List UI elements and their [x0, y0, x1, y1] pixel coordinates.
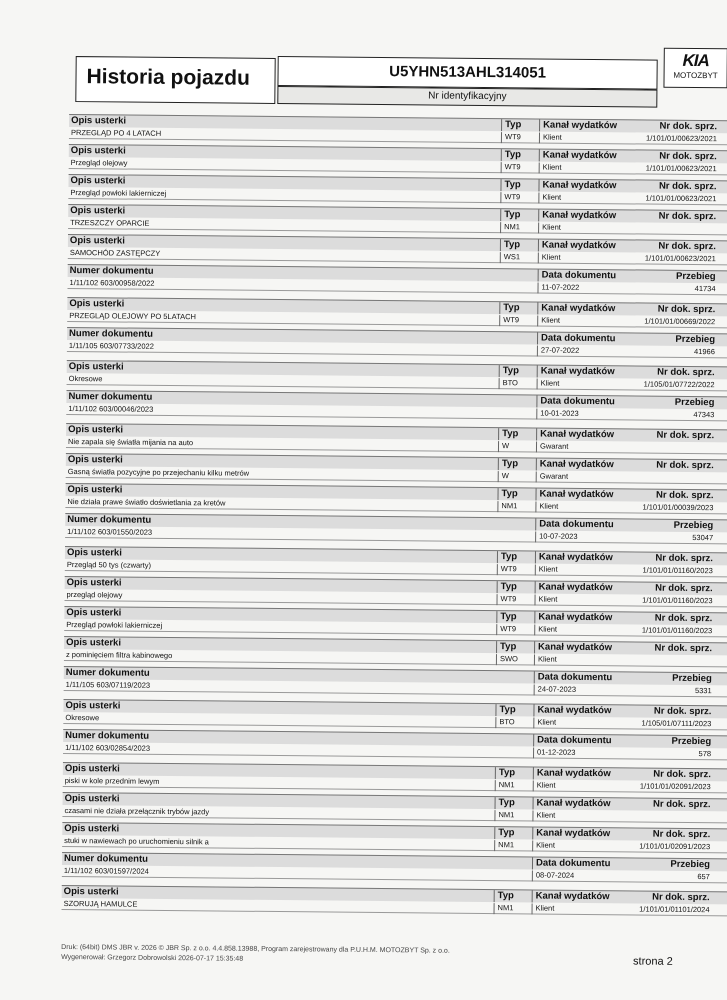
- cost-channel: Klient: [532, 840, 624, 852]
- cost-channel-label: Kanał wydatków: [538, 210, 630, 223]
- fault-description: Okresowe: [65, 712, 100, 723]
- doc-date-label: Data dokumentu: [535, 518, 627, 531]
- type-label: Typ: [498, 458, 536, 470]
- doc-number: 1/11/102 603/01597/2024: [63, 865, 149, 876]
- mileage: 47343: [693, 410, 715, 420]
- type-label: Typ: [497, 551, 535, 563]
- fault-label: Opis usterki: [68, 424, 124, 436]
- type-label: Typ: [500, 179, 538, 191]
- fault-description: Nie zapala się światła mijania na auto: [67, 437, 194, 448]
- doc-date: 10-01-2023: [536, 408, 628, 420]
- doc-number: 1/11/102 603/00958/2022: [69, 278, 155, 288]
- sales-doc-number: 1/105/01/07722/2022: [643, 379, 715, 390]
- fault-type: WT9: [501, 162, 539, 173]
- fault-row: [62, 792, 727, 824]
- doc-date-label: Data dokumentu: [536, 395, 628, 408]
- title-box: [75, 56, 275, 104]
- sales-doc-number: 1/101/01/01160/2023: [642, 595, 713, 606]
- type-label: Typ: [497, 581, 535, 593]
- sales-doc-label: Nr dok. sprz.: [658, 240, 716, 253]
- fault-type: W: [498, 471, 536, 482]
- doc-number-label: Numer dokumentu: [69, 328, 154, 340]
- doc-date: 11-07-2022: [537, 283, 629, 295]
- document-row: [67, 327, 727, 359]
- cost-channel-label: Kanał wydatków: [539, 150, 631, 163]
- doc-number: 1/11/102 603/01550/2023: [67, 526, 153, 537]
- fault-label: Opis usterki: [66, 576, 122, 589]
- sales-doc-label: Nr dok. sprz.: [652, 891, 710, 904]
- cost-channel: Klient: [538, 223, 630, 235]
- sales-doc-number: 1/101/01/02091/2023: [639, 841, 711, 852]
- type-label: Typ: [496, 611, 534, 623]
- doc-number: 1/11/105 603/07119/2023: [65, 679, 151, 690]
- sales-doc-label: Nr dok. sprz.: [658, 180, 717, 193]
- doc-date: 24-07-2023: [534, 684, 626, 696]
- sales-doc-number: [634, 223, 716, 224]
- fault-row: [64, 636, 727, 668]
- fault-description: PRZEGLĄD PO 4 LATACH: [70, 128, 162, 138]
- cost-channel-label: Kanał wydatków: [533, 797, 625, 810]
- document-row: [62, 852, 727, 884]
- document-row: [64, 666, 727, 698]
- fault-type: WT9: [500, 192, 538, 203]
- mileage-label: Przebieg: [670, 858, 711, 871]
- mileage-label: Przebieg: [674, 396, 715, 409]
- fault-description: PRZEGLĄD OLEJOWY PO 5LATACH: [69, 311, 196, 322]
- doc-number-label: Numer dokumentu: [69, 265, 154, 277]
- doc-number: 1/11/102 603/02854/2023: [65, 742, 151, 753]
- type-label: Typ: [501, 119, 539, 131]
- fault-type: WT9: [496, 594, 534, 605]
- dealer-name: MOTOZBYT: [673, 70, 718, 81]
- doc-date: 01-12-2023: [533, 747, 625, 759]
- cost-channel: Klient: [534, 654, 626, 666]
- mileage: 657: [697, 872, 710, 882]
- sales-doc-label: Nr dok. sprz.: [656, 459, 714, 472]
- fault-description: SZORUJĄ HAMULCE: [63, 898, 138, 909]
- cost-channel-label: Kanał wydatków: [537, 302, 629, 315]
- fault-label: Opis usterki: [64, 792, 120, 805]
- sales-doc-number: 1/101/01/00669/2022: [644, 316, 716, 327]
- doc-number-label: Numer dokumentu: [65, 666, 150, 679]
- sales-doc-number: [630, 655, 712, 656]
- fault-description: SAMOCHÓD ZASTĘPCZY: [69, 248, 161, 258]
- cost-channel-label: Kanał wydatków: [534, 641, 626, 654]
- vin-value: U5YHN513AHL314051: [277, 56, 657, 90]
- cost-channel: Klient: [537, 315, 629, 327]
- fault-description: piski w kole przednim lewym: [64, 775, 160, 786]
- page-number: strona 2: [633, 955, 673, 968]
- doc-number-label: Numer dokumentu: [67, 513, 152, 526]
- fault-row: [66, 453, 727, 485]
- fault-row: [67, 297, 727, 329]
- sales-doc-label: Nr dok. sprz.: [654, 612, 713, 625]
- brand-logo: [663, 48, 727, 89]
- cost-channel: Klient: [539, 163, 631, 175]
- fault-description: TRZESZCZY OPARCIE: [70, 218, 150, 228]
- doc-number: 1/11/102 603/00046/2023: [68, 404, 154, 414]
- fault-label: Opis usterki: [69, 298, 125, 310]
- kia-logo-mark: KIA: [682, 50, 709, 71]
- fault-label: Opis usterki: [70, 205, 126, 217]
- fault-type: WT9: [499, 315, 537, 326]
- fault-type: WT9: [497, 564, 535, 575]
- doc-number-label: Numer dokumentu: [63, 852, 149, 865]
- cost-channel-label: Kanał wydatków: [532, 827, 624, 840]
- fault-description: stuki w nawiewach po uruchomieniu silnik a: [64, 835, 209, 847]
- sales-doc-number: [629, 811, 711, 812]
- document-row: [66, 390, 727, 422]
- fault-description: z pominięciem filtra kabinowego: [65, 649, 173, 661]
- cost-channel: Klient: [534, 594, 626, 606]
- cost-channel-label: Kanał wydatków: [535, 488, 627, 501]
- cost-channel-label: Kanał wydatków: [538, 240, 630, 253]
- fault-row: [63, 762, 727, 794]
- type-label: Typ: [496, 641, 534, 653]
- mileage: 578: [698, 749, 712, 759]
- footer-print-info: Druk: (64bit) DMS JBR v. 2026 © JBR Sp. z o.o. 4.4.858.13988, Program zarejestrowany dla P.U.H.M. MOTOZBYT Sp. z o.o.: [61, 943, 450, 955]
- fault-row: [68, 234, 727, 266]
- cost-channel: Klient: [538, 253, 630, 265]
- sales-doc-label: Nr dok. sprz.: [655, 552, 713, 565]
- sales-doc-label: Nr dok. sprz.: [657, 303, 716, 316]
- fault-type: NM1: [497, 501, 535, 512]
- page-title: Historia pojazdu: [86, 65, 250, 90]
- fault-row: [64, 576, 727, 608]
- mileage: 5331: [694, 686, 712, 696]
- mileage: 41734: [694, 284, 716, 294]
- mileage-label: Przebieg: [675, 333, 716, 346]
- sales-doc-label: Nr dok. sprz.: [657, 366, 715, 379]
- cost-channel-label: Kanał wydatków: [532, 890, 624, 903]
- fault-label: Opis usterki: [67, 483, 123, 496]
- fault-label: Opis usterki: [70, 175, 126, 187]
- cost-channel-label: Kanał wydatków: [533, 767, 625, 780]
- fault-description: Gasną światła pozycyjne po przejechaniu kilku metrów: [67, 466, 250, 478]
- sales-doc-number: 1/101/01/00623/2021: [646, 133, 718, 144]
- mileage-label: Przebieg: [672, 672, 712, 685]
- sales-doc-number: 1/101/01/01160/2023: [641, 625, 713, 636]
- fault-description: Przegląd 50 tys (czwarty): [66, 559, 152, 570]
- mileage-label: Przebieg: [673, 519, 714, 532]
- sales-doc-number: 1/101/01/02091/2023: [639, 781, 711, 792]
- sales-doc-number: 1/101/01/01101/2024: [639, 904, 710, 915]
- cost-channel-label: Kanał wydatków: [536, 458, 628, 471]
- document-row: [67, 264, 727, 296]
- fault-type: WT9: [501, 132, 539, 143]
- cost-channel: Gwarant: [536, 441, 628, 453]
- document-row: [65, 513, 727, 545]
- type-label: Typ: [499, 302, 537, 314]
- fault-row: [63, 699, 727, 731]
- doc-number-label: Numer dokumentu: [68, 391, 153, 403]
- footer: [61, 943, 727, 970]
- fault-description: Nie działa prawe światło doświetlania za kretów: [67, 496, 226, 508]
- fault-label: Opis usterki: [70, 145, 126, 157]
- fault-label: Opis usterki: [64, 822, 120, 835]
- fault-label: Opis usterki: [67, 453, 123, 466]
- fault-label: Opis usterki: [71, 115, 127, 127]
- sales-doc-number: 1/101/01/00623/2021: [645, 163, 717, 174]
- cost-channel-label: Kanał wydatków: [537, 365, 629, 378]
- fault-type: NM1: [494, 840, 532, 851]
- fault-row: [65, 483, 727, 515]
- fault-row: [65, 546, 727, 578]
- doc-date-label: Data dokumentu: [534, 671, 626, 684]
- doc-date: 10-07-2023: [535, 531, 627, 543]
- cost-channel-label: Kanał wydatków: [538, 180, 630, 193]
- fault-type: WS1: [500, 252, 538, 263]
- cost-channel-label: Kanał wydatków: [535, 581, 627, 594]
- doc-date-label: Data dokumentu: [532, 857, 624, 870]
- sales-doc-label: Nr dok. sprz.: [659, 150, 717, 163]
- sales-doc-number: [632, 472, 714, 473]
- document-row: [63, 729, 727, 761]
- fault-type: NM1: [500, 222, 538, 233]
- fault-description: Przegląd olejowy: [70, 158, 128, 168]
- scanned-sheet: [61, 28, 727, 995]
- doc-number-label: Numer dokumentu: [65, 729, 150, 742]
- fault-description: przegląd olejowy: [66, 589, 123, 600]
- sales-doc-label: Nr dok. sprz.: [659, 120, 718, 133]
- sales-doc-number: 1/101/01/01160/2023: [642, 565, 713, 576]
- type-label: Typ: [498, 428, 536, 440]
- fault-description: czasami nie działa przełącznik trybów jazdy: [64, 805, 210, 817]
- cost-channel: Klient: [533, 717, 625, 729]
- sales-doc-label: Nr dok. sprz.: [652, 828, 711, 841]
- cost-channel-label: Kanał wydatków: [534, 611, 626, 624]
- fault-row: [69, 144, 727, 176]
- sales-doc-number: 1/101/01/00623/2021: [644, 253, 716, 264]
- fault-type: NM1: [495, 780, 533, 791]
- sales-doc-number: 1/101/01/00623/2021: [645, 193, 717, 204]
- sales-doc-number: [632, 442, 714, 443]
- fault-label: Opis usterki: [66, 636, 122, 649]
- mileage-label: Przebieg: [671, 735, 712, 748]
- fault-type: W: [498, 441, 536, 452]
- mileage: 41966: [694, 347, 715, 357]
- type-label: Typ: [494, 890, 532, 902]
- fault-label: Opis usterki: [63, 885, 119, 898]
- fault-label: Opis usterki: [66, 546, 122, 559]
- sales-doc-label: Nr dok. sprz.: [658, 210, 717, 223]
- fault-row: [68, 204, 727, 236]
- fault-row: [66, 423, 727, 455]
- type-label: Typ: [495, 767, 533, 779]
- doc-date-label: Data dokumentu: [537, 332, 629, 345]
- doc-date-label: Data dokumentu: [538, 270, 630, 283]
- cost-channel: Klient: [532, 810, 624, 822]
- sales-doc-label: Nr dok. sprz.: [653, 705, 712, 718]
- mileage: 53047: [692, 532, 714, 543]
- fault-type: WT9: [496, 624, 534, 635]
- fault-label: Opis usterki: [69, 235, 125, 247]
- doc-number: 1/11/105 603/07733/2022: [68, 341, 154, 351]
- cost-channel: Klient: [532, 903, 624, 915]
- doc-date: 27-07-2022: [537, 345, 629, 357]
- cost-channel: Klient: [537, 378, 629, 390]
- cost-channel: Klient: [534, 624, 626, 636]
- type-label: Typ: [499, 365, 537, 377]
- fault-description: Okresowe: [68, 374, 103, 384]
- fault-label: Opis usterki: [68, 361, 124, 373]
- sales-doc-number: 1/105/01/07111/2023: [641, 718, 712, 729]
- fault-description: Przegląd powłoki lakierniczej: [70, 188, 167, 198]
- sales-doc-number: 1/101/01/00039/2023: [642, 502, 714, 513]
- type-label: Typ: [500, 239, 538, 251]
- fault-row: [69, 114, 727, 146]
- cost-channel: Klient: [539, 133, 631, 145]
- fault-type: BTO: [495, 717, 533, 728]
- sales-doc-label: Nr dok. sprz.: [652, 798, 711, 811]
- fault-label: Opis usterki: [66, 606, 122, 619]
- mileage-label: Przebieg: [675, 270, 716, 283]
- fault-type: BTO: [499, 378, 537, 389]
- sales-doc-label: Nr dok. sprz.: [656, 429, 715, 442]
- cost-channel: Klient: [538, 193, 630, 205]
- type-label: Typ: [495, 797, 533, 809]
- cost-channel: Klient: [533, 780, 625, 792]
- fault-type: NM1: [494, 903, 532, 914]
- cost-channel-label: Kanał wydatków: [536, 428, 628, 441]
- fault-row: [62, 822, 727, 854]
- doc-date: 08-07-2024: [532, 870, 624, 882]
- sales-doc-label: Nr dok. sprz.: [653, 768, 711, 781]
- cost-channel: Gwarant: [536, 471, 628, 483]
- type-label: Typ: [500, 209, 538, 221]
- cost-channel-label: Kanał wydatków: [539, 120, 631, 133]
- vin-label: Nr identyfikacyjny: [277, 86, 657, 108]
- cost-channel-label: Kanał wydatków: [535, 551, 627, 564]
- doc-date-label: Data dokumentu: [533, 734, 625, 747]
- fault-label: Opis usterki: [65, 699, 121, 712]
- sales-doc-label: Nr dok. sprz.: [655, 582, 713, 595]
- type-label: Typ: [495, 704, 533, 716]
- type-label: Typ: [494, 827, 532, 839]
- cost-channel-label: Kanał wydatków: [533, 704, 625, 717]
- fault-row: [62, 885, 727, 917]
- fault-row: [68, 174, 727, 206]
- type-label: Typ: [497, 488, 535, 500]
- cost-channel: Klient: [535, 564, 627, 576]
- cost-channel: Klient: [535, 501, 627, 513]
- sales-doc-label: Nr dok. sprz.: [654, 642, 713, 655]
- type-label: Typ: [501, 149, 539, 161]
- fault-label: Opis usterki: [64, 762, 120, 775]
- fault-type: SWO: [496, 654, 534, 665]
- sales-doc-label: Nr dok. sprz.: [655, 489, 714, 502]
- fault-row: [67, 360, 727, 392]
- fault-row: [64, 606, 727, 638]
- footer-generated-by: Wygenerował: Grzegorz Dobrowolski 2026-07-17 15:35:48: [61, 953, 244, 963]
- fault-description: Przegląd powłoki lakierniczej: [66, 619, 163, 630]
- fault-type: NM1: [494, 810, 532, 821]
